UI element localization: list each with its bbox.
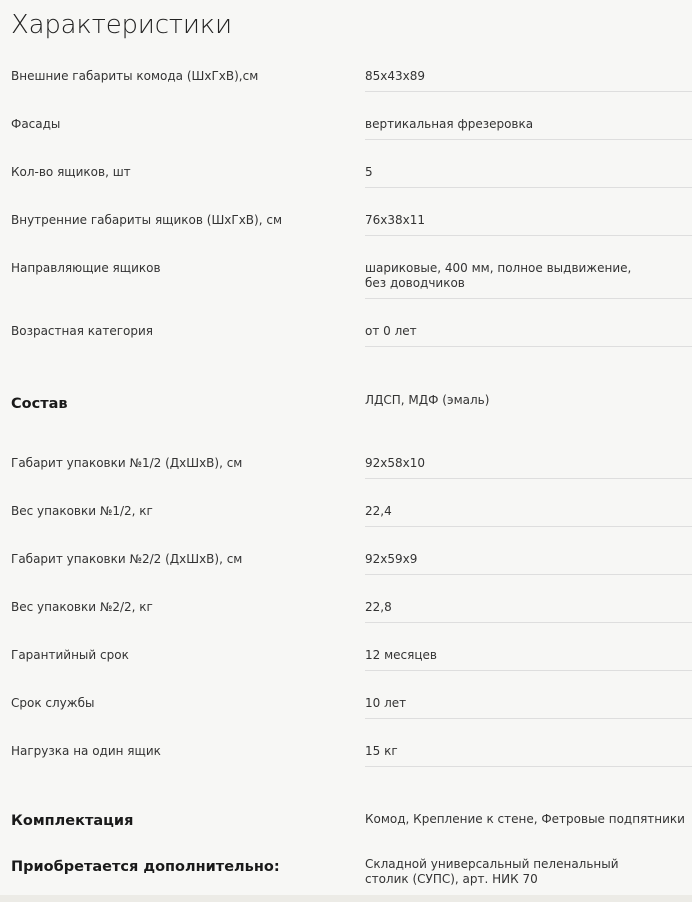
spec-label: Габарит упаковки №2/2 (ДхШхВ), см bbox=[11, 552, 243, 566]
row-divider bbox=[365, 346, 692, 347]
row-divider bbox=[365, 235, 692, 236]
row-divider bbox=[365, 766, 692, 767]
extra-label: Приобретается дополнительно: bbox=[11, 859, 280, 875]
spec-label: Срок службы bbox=[11, 696, 95, 710]
row-divider bbox=[365, 622, 692, 623]
spec-label: Фасады bbox=[11, 117, 61, 131]
spec-label: Вес упаковки №2/2, кг bbox=[11, 600, 153, 614]
kit-value: Комод, Крепление к стене, Фетровые подпятники bbox=[365, 812, 685, 826]
row-divider bbox=[365, 574, 692, 575]
row-divider bbox=[365, 91, 692, 92]
spec-label: Кол-во ящиков, шт bbox=[11, 165, 131, 179]
row-divider bbox=[365, 718, 692, 719]
spec-value: 12 месяцев bbox=[365, 648, 437, 662]
spec-value: 76х38х11 bbox=[365, 213, 426, 227]
row-divider bbox=[365, 526, 692, 527]
spec-value: 92х58х10 bbox=[365, 456, 426, 470]
spec-label: Направляющие ящиков bbox=[11, 261, 161, 275]
spec-label: Гарантийный срок bbox=[11, 648, 129, 662]
spec-label: Нагрузка на один ящик bbox=[11, 744, 161, 758]
spec-label: Внутренние габариты ящиков (ШхГхВ), см bbox=[11, 213, 282, 227]
composition-value: ЛДСП, МДФ (эмаль) bbox=[365, 393, 490, 407]
row-divider bbox=[365, 478, 692, 479]
spec-value: шариковые, 400 мм, полное выдвижение, без доводчиков bbox=[365, 261, 632, 290]
spec-value: 15 кг bbox=[365, 744, 398, 758]
bottom-strip bbox=[0, 895, 692, 902]
row-divider bbox=[365, 139, 692, 140]
spec-value: вертикальная фрезеровка bbox=[365, 117, 534, 131]
kit-label: Комплектация bbox=[11, 813, 134, 829]
spec-value: 22,8 bbox=[365, 600, 392, 614]
spec-value: 5 bbox=[365, 165, 373, 179]
composition-label: Состав bbox=[11, 396, 68, 412]
spec-value: 22,4 bbox=[365, 504, 392, 518]
row-divider bbox=[365, 187, 692, 188]
extra-value: Складной универсальный пеленальный столик (СУПС), арт. НИК 70 bbox=[365, 857, 619, 886]
row-divider bbox=[365, 298, 692, 299]
row-divider bbox=[365, 670, 692, 671]
spec-value: от 0 лет bbox=[365, 324, 417, 338]
spec-value: 10 лет bbox=[365, 696, 407, 710]
spec-value: 85х43х89 bbox=[365, 69, 426, 83]
spec-label: Возрастная категория bbox=[11, 324, 154, 338]
spec-label: Габарит упаковки №1/2 (ДхШхВ), см bbox=[11, 456, 243, 470]
spec-label: Внешние габариты комода (ШхГхВ),см bbox=[11, 69, 259, 83]
spec-value: 92х59х9 bbox=[365, 552, 418, 566]
spec-label: Вес упаковки №1/2, кг bbox=[11, 504, 153, 518]
page-title: Характеристики bbox=[11, 10, 232, 40]
